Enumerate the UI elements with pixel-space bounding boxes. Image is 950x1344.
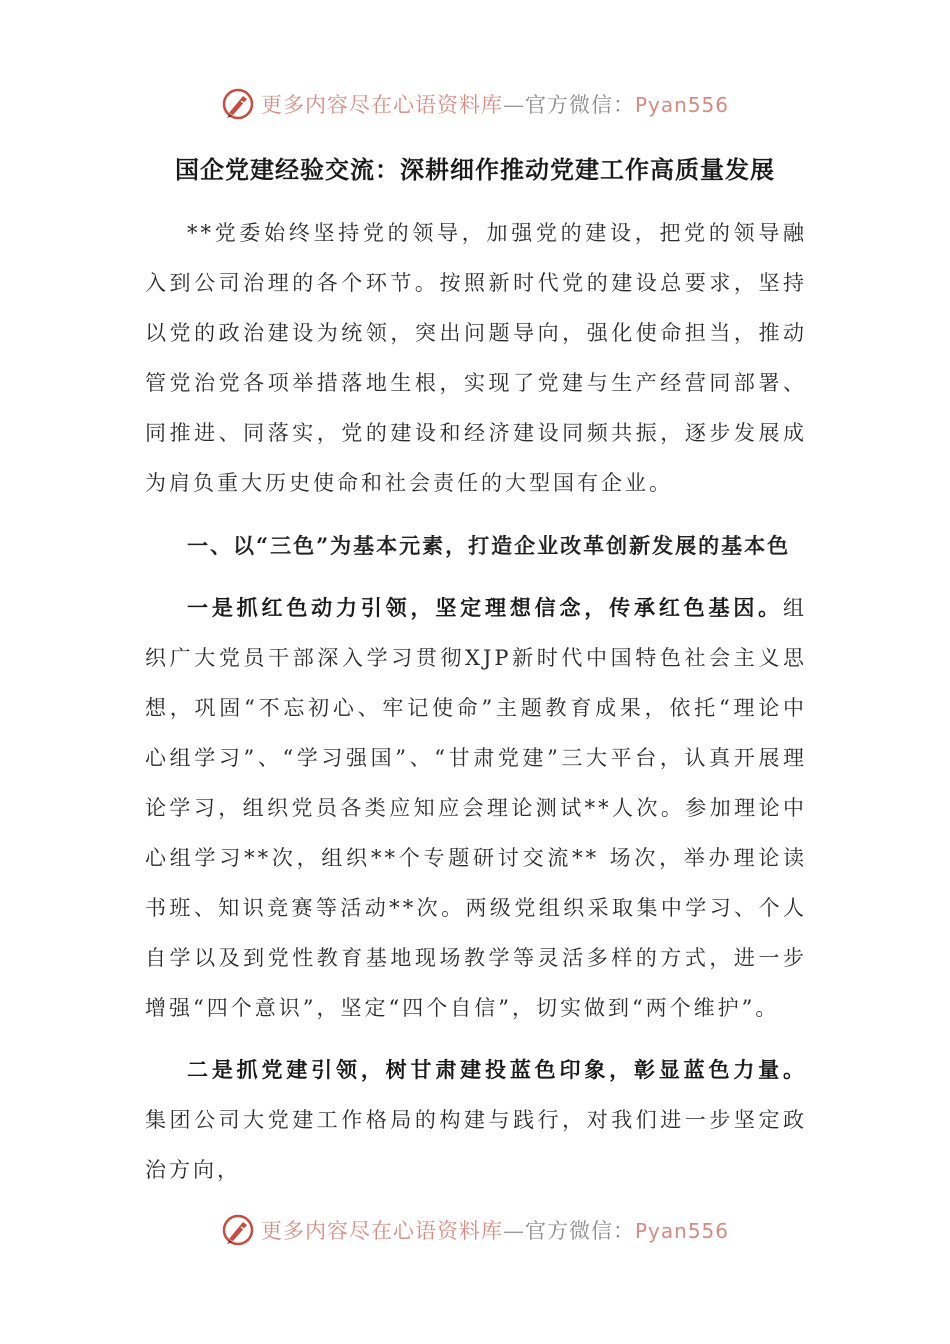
fountain-pen-logo-icon: [221, 1213, 255, 1247]
header-watermark: [0, 84, 950, 124]
paragraph-lead: 一是抓红色动力引领，坚定理想信念，传承红色基因。: [187, 595, 783, 620]
watermark-label: 官方微信：: [524, 93, 635, 117]
fountain-pen-logo-icon: [221, 87, 255, 121]
watermark-wechat-id: Pyan556: [634, 93, 729, 117]
watermark-brand: 更多内容尽在心语资料库: [260, 1219, 503, 1243]
paragraph-body: 组织广大党员干部深入学习贯彻XJP新时代中国特色社会主义思想，巩固“不忘初心、牢记使命”主题教育成果，依托“理论中心组学习”、“学习强国”、“甘肃党建”三大平台，认真开展理论学习，组织党员各类应知应会理论测试**人次。参加理论中心组学习**次，组织**个专题研讨交流** 场次，举办理论读书班、知识竞赛等活动**次。两级党组织采取集中学习、个人自学以及到党性教育基地现场教学等灵活多样的方式，进一步增强“四个意识”，坚定“四个自信”，切实做到“两个维护”。: [145, 596, 807, 1020]
paragraph-blue-power: [145, 1045, 807, 1195]
watermark-brand: 更多内容尽在心语资料库: [260, 93, 503, 117]
footer-watermark: [0, 1210, 950, 1250]
watermark-dash: —: [502, 1219, 525, 1243]
paragraph-lead: 二是抓党建引领，树甘肃建投蓝色印象，彰显蓝色力量。: [187, 1057, 807, 1082]
watermark-dash: —: [502, 93, 525, 117]
section-heading: 一、以“三色”为基本元素，打造企业改革创新发展的基本色: [187, 533, 791, 558]
watermark-label: 官方微信：: [524, 1219, 635, 1243]
document-title: 国企党建经验交流：深耕细作推动党建工作高质量发展: [175, 155, 775, 184]
paragraph-red-power: [145, 583, 807, 1033]
watermark-text: [261, 1215, 729, 1245]
intro-paragraph: **党委始终坚持党的领导，加强党的建设，把党的领导融入到公司治理的各个环节。按照新时代党的建设总要求，坚持以党的政治建设为统领，突出问题导向，强化使命担当，推动管党治党各项举措落地生根，实现了党建与生产经营同部署、同推进、同落实，党的建设和经济建设同频共振，逐步发展成为肩负重大历史使命和社会责任的大型国有企业。: [145, 221, 807, 495]
paragraph-body: 集团公司大党建工作格局的构建与践行，对我们进一步坚定政治方向，: [145, 1108, 807, 1182]
watermark-text: [261, 89, 729, 119]
watermark-wechat-id: Pyan556: [634, 1219, 729, 1243]
